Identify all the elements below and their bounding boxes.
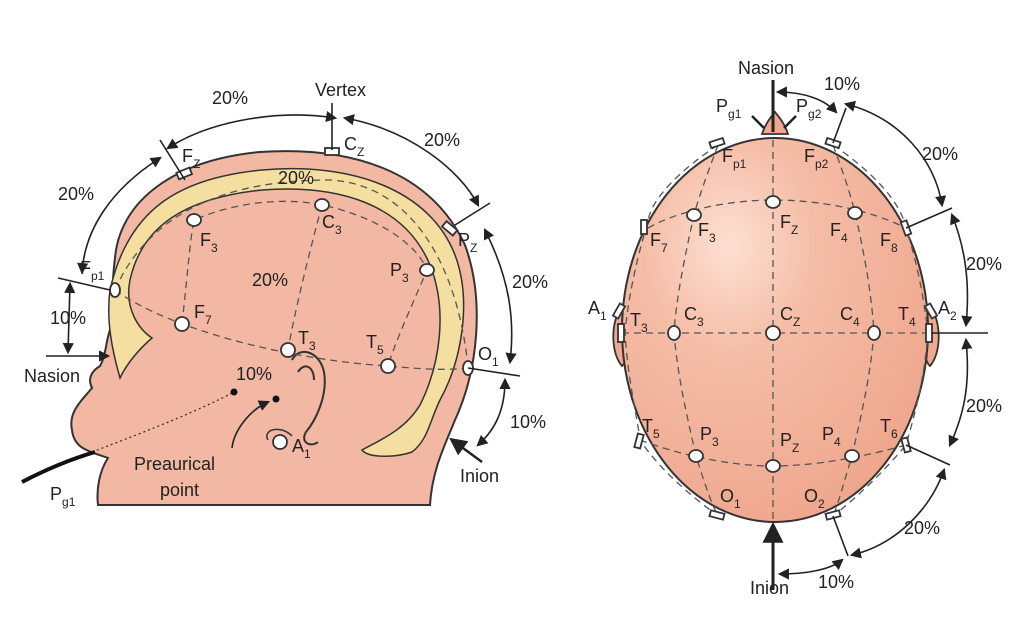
top-label-pg1: $P_{g1}$ bbox=[716, 96, 742, 121]
top-label-t6: $T_6$ bbox=[880, 416, 898, 441]
label-fz: $F_Z$ bbox=[182, 146, 201, 171]
top-pct-right-lower: 20% bbox=[966, 396, 1003, 416]
label-t3: $T_3$ bbox=[298, 328, 316, 353]
top-label-a1: $A_1$ bbox=[588, 298, 607, 323]
top-label-fp1: $F_{p1}$ bbox=[722, 146, 747, 171]
label-pg1: $P_{g1}$ bbox=[50, 484, 76, 509]
electrode-f3 bbox=[187, 214, 201, 226]
top-electrode-pz bbox=[766, 460, 780, 472]
top-electrode-t3 bbox=[618, 324, 624, 342]
label-t5: $T_5$ bbox=[366, 332, 384, 357]
top-pct-upper-right: 20% bbox=[922, 144, 959, 164]
top-label-o2: $O_2$ bbox=[804, 486, 825, 511]
nose bbox=[762, 112, 788, 134]
top-electrode-cz bbox=[766, 326, 780, 340]
label-f3: $F_3$ bbox=[200, 230, 218, 255]
top-label-f8: $F_8$ bbox=[880, 230, 898, 255]
top-label-pz: $P_Z$ bbox=[780, 430, 800, 455]
label-cz: $C_Z$ bbox=[344, 134, 365, 159]
top-label-fz: $F_Z$ bbox=[780, 212, 799, 237]
top-label-a2: $A_2$ bbox=[938, 298, 957, 323]
pg1-wire bbox=[22, 452, 95, 482]
top-electrode-p3 bbox=[689, 450, 703, 462]
top-electrode-p4 bbox=[845, 450, 859, 462]
pct-inion-gap: 10% bbox=[510, 412, 547, 432]
top-label-f7: $F_7$ bbox=[650, 230, 668, 255]
label-o1: $O_1$ bbox=[478, 344, 499, 369]
top-nasion-label: Nasion bbox=[738, 58, 795, 78]
top-pct-lower-right: 20% bbox=[904, 518, 941, 538]
electrode-c3 bbox=[315, 199, 329, 211]
pct-nasion-gap: 10% bbox=[50, 308, 87, 328]
top-label-o1: $O_1$ bbox=[720, 486, 741, 511]
label-pz: $P_Z$ bbox=[458, 230, 478, 255]
top-electrode-f4 bbox=[848, 207, 862, 219]
top-label-c3: $C_3$ bbox=[684, 304, 704, 329]
pct-skull-center: 20% bbox=[252, 270, 289, 290]
pct-top-right: 20% bbox=[424, 130, 461, 150]
top-label-c4: $C_4$ bbox=[840, 304, 860, 329]
electrode-fp1 bbox=[110, 283, 120, 297]
top-label-cz: $C_Z$ bbox=[780, 304, 801, 329]
top-label-t5: $T_5$ bbox=[642, 416, 660, 441]
top-label-p3: $P_3$ bbox=[700, 424, 719, 449]
electrode-p3 bbox=[420, 264, 434, 276]
top-electrode-o1 bbox=[709, 510, 724, 519]
label-c3: $C_3$ bbox=[322, 212, 342, 237]
top-label-p4: $P_4$ bbox=[822, 424, 841, 449]
pct-right-mid: 20% bbox=[512, 272, 549, 292]
top-label-f4: $F_4$ bbox=[830, 220, 848, 245]
pct-skull-top: 20% bbox=[278, 168, 315, 188]
top-pct-bottom-gap: 10% bbox=[818, 572, 855, 592]
side-view bbox=[22, 80, 548, 509]
top-inion-label: Inion bbox=[750, 578, 790, 598]
label-a1: $A_1$ bbox=[292, 436, 311, 461]
top-label-pg2: $P_{g2}$ bbox=[796, 96, 822, 121]
top-electrode-c3 bbox=[668, 326, 680, 340]
top-electrode-t4 bbox=[926, 324, 932, 342]
label-fp1: $F_{p1}$ bbox=[80, 258, 105, 283]
pct-top-left: 20% bbox=[212, 88, 249, 108]
electrode-f7 bbox=[175, 317, 189, 331]
top-electrode-f7 bbox=[641, 220, 647, 234]
electrode-t5 bbox=[381, 359, 395, 373]
label-p3: $P_3$ bbox=[390, 260, 409, 285]
top-pct-top-gap: 10% bbox=[824, 74, 861, 94]
top-label-f3: $F_3$ bbox=[698, 220, 716, 245]
top-pct-right-upper: 20% bbox=[966, 254, 1003, 274]
nasion-label: Nasion bbox=[24, 366, 81, 386]
electrode-a1 bbox=[273, 435, 287, 449]
inion-label: Inion bbox=[460, 466, 500, 486]
top-label-t3: $T_3$ bbox=[630, 310, 648, 335]
preauricular-label-2: point bbox=[160, 480, 200, 500]
pct-ear-gap: 10% bbox=[236, 364, 273, 384]
vertex-label: Vertex bbox=[315, 80, 367, 100]
top-label-fp2: $F_{p2}$ bbox=[804, 146, 829, 171]
preauricular-label-1: Preaurical bbox=[134, 454, 216, 474]
top-electrode-fz bbox=[766, 196, 780, 208]
top-electrode-o2 bbox=[825, 510, 840, 519]
top-label-t4: $T_4$ bbox=[898, 304, 916, 329]
pct-left-upper: 20% bbox=[58, 184, 95, 204]
top-electrode-c4 bbox=[868, 326, 880, 340]
label-f7: $F_7$ bbox=[194, 302, 212, 327]
top-view bbox=[588, 58, 1002, 598]
electrode-t3 bbox=[281, 343, 295, 357]
